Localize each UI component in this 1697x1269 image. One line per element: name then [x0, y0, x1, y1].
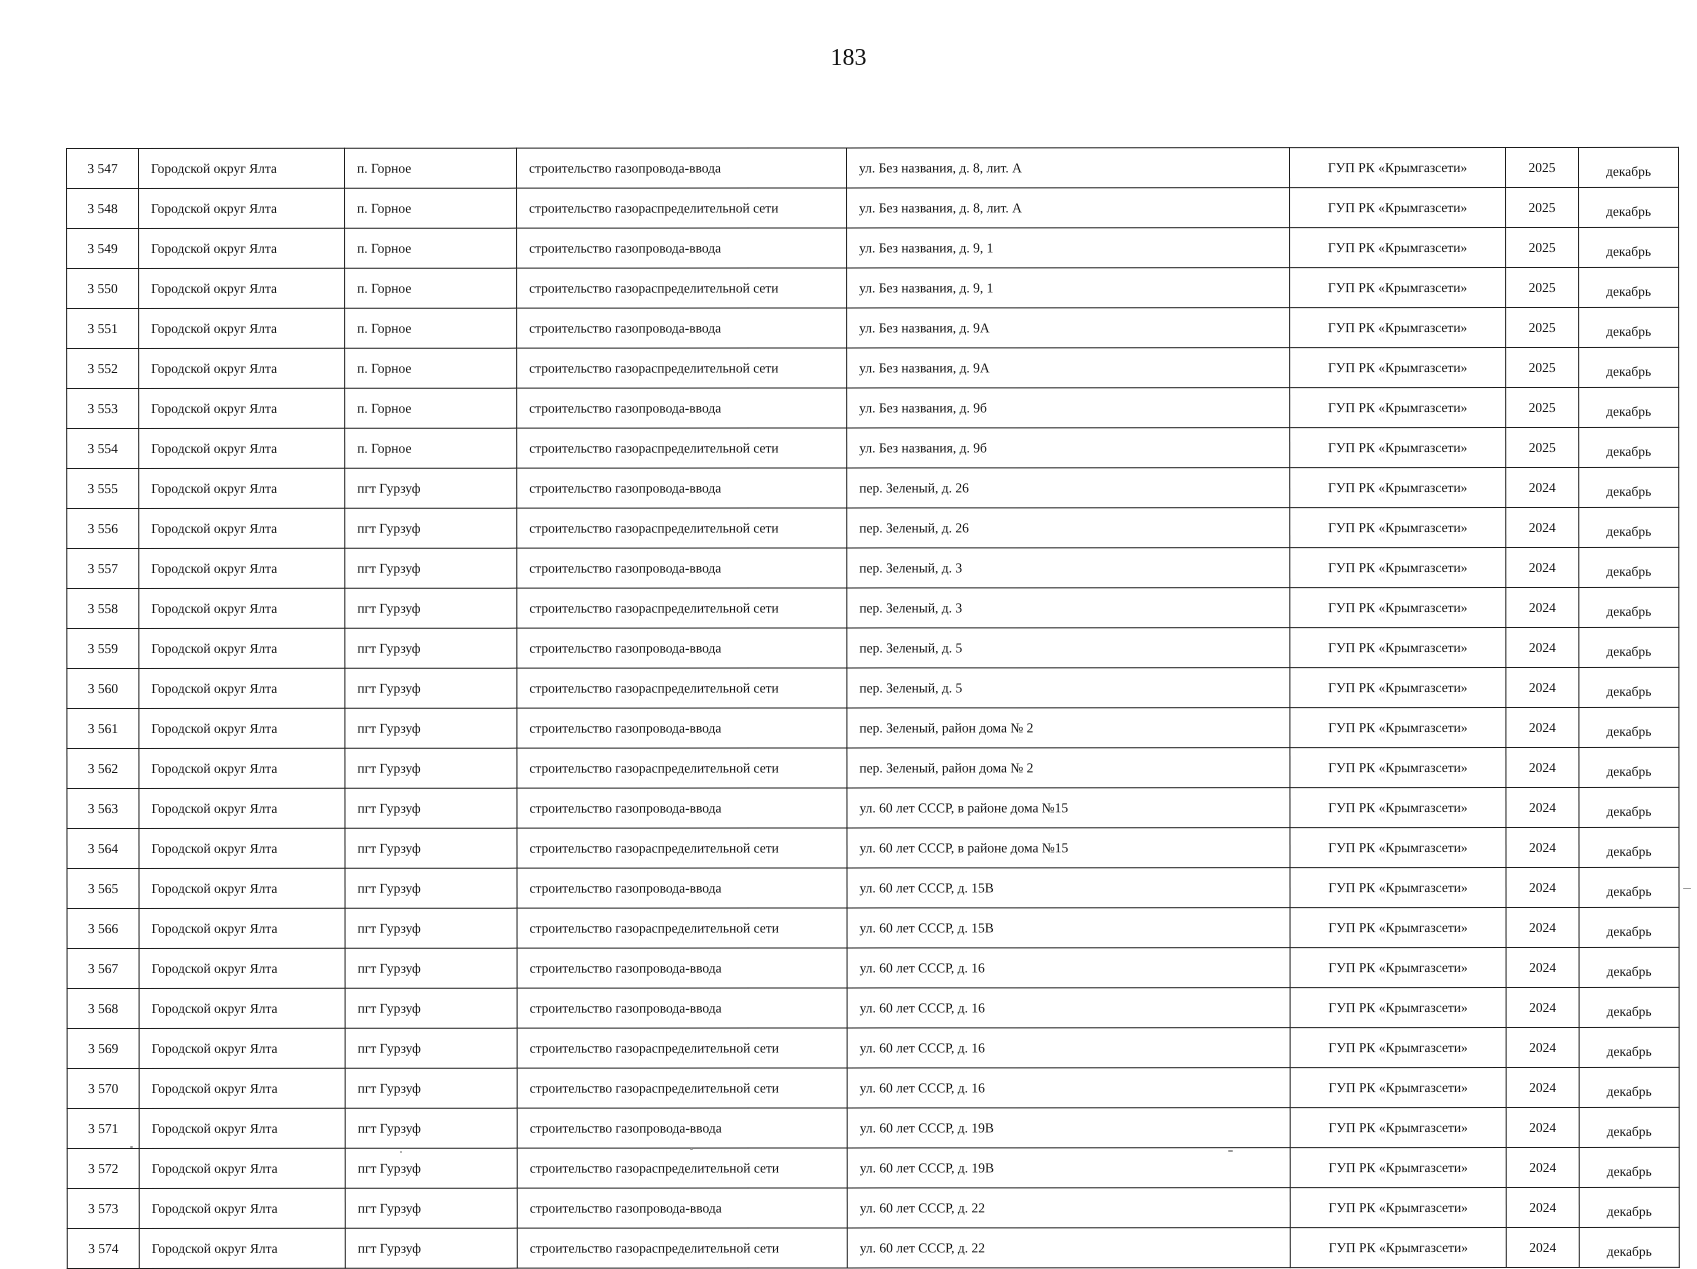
- address-cell: пер. Зеленый, д. 5: [847, 668, 1290, 708]
- organization-cell: ГУП РК «Крымгазсети»: [1290, 867, 1506, 907]
- row-number-cell: 3 559: [67, 628, 139, 668]
- year-cell: 2024: [1506, 947, 1579, 987]
- organization-cell: ГУП РК «Крымгазсети»: [1290, 667, 1506, 707]
- district-cell: Городской округ Ялта: [139, 1148, 345, 1188]
- settlement-cell: п. Горное: [345, 308, 517, 348]
- row-number-cell: 3 570: [67, 1068, 139, 1108]
- row-number-cell: 3 553: [67, 388, 139, 428]
- scan-speck: [1683, 888, 1691, 889]
- address-cell: пер. Зеленый, д. 26: [847, 508, 1290, 548]
- table-row: [67, 907, 1679, 948]
- address-cell: ул. 60 лет СССР, в районе дома №15: [847, 828, 1290, 868]
- work-type-cell: строительство газораспределительной сети: [517, 268, 847, 308]
- row-number-cell: 3 556: [67, 508, 139, 548]
- work-type-cell: строительство газораспределительной сети: [517, 188, 847, 228]
- table-row: [67, 827, 1679, 868]
- settlement-cell: пгт Гурзуф: [345, 588, 517, 628]
- row-number-cell: 3 566: [67, 908, 139, 948]
- settlement-cell: пгт Гурзуф: [345, 708, 517, 748]
- district-cell: Городской округ Ялта: [139, 468, 345, 508]
- address-cell: ул. 60 лет СССР, д. 22: [847, 1228, 1290, 1268]
- month-cell: декабрь: [1579, 1027, 1679, 1067]
- organization-cell: ГУП РК «Крымгазсети»: [1290, 1147, 1506, 1187]
- year-cell: 2024: [1506, 1067, 1579, 1107]
- row-number-cell: 3 565: [67, 868, 139, 908]
- organization-cell: ГУП РК «Крымгазсети»: [1290, 227, 1506, 267]
- year-cell: 2024: [1506, 507, 1579, 547]
- year-cell: 2025: [1506, 307, 1579, 347]
- settlement-cell: п. Горное: [345, 188, 517, 228]
- table-row: [67, 427, 1679, 468]
- settlement-cell: пгт Гурзуф: [345, 988, 517, 1028]
- row-number-cell: 3 554: [67, 428, 139, 468]
- settlement-cell: пгт Гурзуф: [345, 468, 517, 508]
- scan-speck: [690, 1148, 693, 1150]
- month-cell: декабрь: [1579, 187, 1679, 227]
- settlement-cell: пгт Гурзуф: [345, 1108, 517, 1148]
- work-type-cell: строительство газораспределительной сети: [517, 828, 847, 868]
- district-cell: Городской округ Ялта: [139, 1028, 345, 1068]
- settlement-cell: пгт Гурзуф: [345, 1068, 517, 1108]
- address-cell: ул. 60 лет СССР, д. 16: [847, 1068, 1290, 1108]
- row-number-cell: 3 551: [67, 308, 139, 348]
- organization-cell: ГУП РК «Крымгазсети»: [1290, 147, 1506, 187]
- address-cell: ул. Без названия, д. 9, 1: [847, 268, 1290, 308]
- work-type-cell: строительство газораспределительной сети: [517, 588, 847, 628]
- month-cell: декабрь: [1579, 587, 1679, 627]
- settlement-cell: п. Горное: [345, 348, 517, 388]
- year-cell: 2025: [1506, 387, 1579, 427]
- row-number-cell: 3 571: [67, 1108, 139, 1148]
- year-cell: 2024: [1506, 547, 1579, 587]
- table-row: [67, 1147, 1679, 1188]
- month-cell: декабрь: [1579, 867, 1679, 907]
- year-cell: 2025: [1506, 267, 1579, 307]
- year-cell: 2025: [1506, 347, 1579, 387]
- address-cell: ул. Без названия, д. 9б: [847, 428, 1290, 468]
- month-cell: декабрь: [1579, 827, 1679, 867]
- district-cell: Городской округ Ялта: [139, 548, 345, 588]
- year-cell: 2024: [1506, 867, 1579, 907]
- table-row: [67, 707, 1679, 748]
- address-cell: пер. Зеленый, район дома № 2: [847, 748, 1290, 788]
- table-row: [67, 987, 1679, 1028]
- district-cell: Городской округ Ялта: [139, 908, 345, 948]
- month-cell: декабрь: [1579, 547, 1679, 587]
- organization-cell: ГУП РК «Крымгазсети»: [1290, 1027, 1506, 1067]
- table-row: [67, 1027, 1679, 1068]
- row-number-cell: 3 555: [67, 468, 139, 508]
- settlement-cell: пгт Гурзуф: [345, 948, 517, 988]
- row-number-cell: 3 573: [67, 1188, 139, 1228]
- work-type-cell: строительство газораспределительной сети: [517, 908, 847, 948]
- month-cell: декабрь: [1579, 1187, 1679, 1227]
- year-cell: 2024: [1506, 1187, 1579, 1227]
- work-type-cell: строительство газораспределительной сети: [517, 748, 847, 788]
- organization-cell: ГУП РК «Крымгазсети»: [1290, 907, 1506, 947]
- district-cell: Городской округ Ялта: [139, 268, 345, 308]
- year-cell: 2025: [1506, 187, 1579, 227]
- month-cell: декабрь: [1579, 747, 1679, 787]
- organization-cell: ГУП РК «Крымгазсети»: [1290, 427, 1506, 467]
- address-cell: ул. Без названия, д. 8, лит. А: [847, 148, 1290, 188]
- table-row: [67, 1227, 1679, 1268]
- scan-speck: [400, 1151, 402, 1153]
- organization-cell: ГУП РК «Крымгазсети»: [1290, 187, 1506, 227]
- district-cell: Городской округ Ялта: [139, 508, 345, 548]
- address-cell: ул. 60 лет СССР, д. 15В: [847, 908, 1290, 948]
- work-type-cell: строительство газопровода-ввода: [517, 628, 847, 668]
- organization-cell: ГУП РК «Крымгазсети»: [1290, 307, 1506, 347]
- settlement-cell: п. Горное: [345, 268, 517, 308]
- page-number: 183: [830, 45, 867, 71]
- row-number-cell: 3 549: [67, 228, 139, 268]
- year-cell: 2025: [1506, 227, 1579, 267]
- organization-cell: ГУП РК «Крымгазсети»: [1290, 467, 1506, 507]
- table-body: [67, 147, 1680, 1268]
- month-cell: декабрь: [1579, 907, 1679, 947]
- year-cell: 2024: [1506, 1107, 1579, 1147]
- district-cell: Городской округ Ялта: [139, 188, 345, 228]
- month-cell: декабрь: [1579, 427, 1679, 467]
- table-row: [67, 227, 1679, 268]
- table-row: [67, 267, 1679, 308]
- year-cell: 2024: [1506, 1027, 1579, 1067]
- settlement-cell: п. Горное: [345, 148, 517, 188]
- address-cell: ул. 60 лет СССР, д. 15В: [847, 868, 1290, 908]
- month-cell: декабрь: [1579, 787, 1679, 827]
- settlement-cell: пгт Гурзуф: [345, 1228, 517, 1268]
- settlement-cell: пгт Гурзуф: [345, 508, 517, 548]
- month-cell: декабрь: [1579, 987, 1679, 1027]
- month-cell: декабрь: [1579, 147, 1679, 187]
- work-type-cell: строительство газопровода-ввода: [517, 308, 847, 348]
- work-type-cell: строительство газопровода-ввода: [517, 468, 847, 508]
- address-cell: ул. Без названия, д. 9, 1: [847, 228, 1290, 268]
- month-cell: декабрь: [1579, 947, 1679, 987]
- month-cell: декабрь: [1579, 227, 1679, 267]
- table-row: [67, 947, 1679, 988]
- table-row: [67, 787, 1679, 828]
- organization-cell: ГУП РК «Крымгазсети»: [1290, 947, 1506, 987]
- address-cell: ул. 60 лет СССР, д. 19В: [847, 1148, 1290, 1188]
- table-row: [67, 547, 1679, 588]
- month-cell: декабрь: [1579, 667, 1679, 707]
- month-cell: декабрь: [1579, 387, 1679, 427]
- table-row: [67, 307, 1679, 348]
- district-cell: Городской округ Ялта: [139, 988, 345, 1028]
- table-row: [67, 587, 1679, 628]
- settlement-cell: пгт Гурзуф: [345, 828, 517, 868]
- organization-cell: ГУП РК «Крымгазсети»: [1290, 1107, 1506, 1147]
- work-type-cell: строительство газопровода-ввода: [517, 868, 847, 908]
- address-cell: пер. Зеленый, д. 3: [847, 548, 1290, 588]
- address-cell: ул. Без названия, д. 9б: [847, 388, 1290, 428]
- district-cell: Городской округ Ялта: [139, 948, 345, 988]
- organization-cell: ГУП РК «Крымгазсети»: [1290, 747, 1506, 787]
- year-cell: 2024: [1506, 587, 1579, 627]
- row-number-cell: 3 557: [67, 548, 139, 588]
- organization-cell: ГУП РК «Крымгазсети»: [1290, 387, 1506, 427]
- address-cell: ул. Без названия, д. 9А: [847, 308, 1290, 348]
- work-type-cell: строительство газопровода-ввода: [517, 148, 847, 188]
- row-number-cell: 3 568: [67, 988, 139, 1028]
- organization-cell: ГУП РК «Крымгазсети»: [1290, 267, 1506, 307]
- row-number-cell: 3 560: [67, 668, 139, 708]
- settlement-cell: п. Горное: [345, 228, 517, 268]
- year-cell: 2024: [1506, 907, 1579, 947]
- work-type-cell: строительство газораспределительной сети: [517, 428, 847, 468]
- organization-cell: ГУП РК «Крымгазсети»: [1290, 827, 1506, 867]
- district-cell: Городской округ Ялта: [139, 1188, 345, 1228]
- address-cell: ул. 60 лет СССР, д. 16: [847, 1028, 1290, 1068]
- work-type-cell: строительство газораспределительной сети: [517, 1028, 847, 1068]
- year-cell: 2024: [1506, 627, 1579, 667]
- address-cell: пер. Зеленый, д. 5: [847, 628, 1290, 668]
- organization-cell: ГУП РК «Крымгазсети»: [1290, 787, 1506, 827]
- row-number-cell: 3 561: [67, 708, 139, 748]
- gas-works-table: [66, 147, 1680, 1269]
- year-cell: 2024: [1506, 1147, 1579, 1187]
- district-cell: Городской округ Ялта: [139, 828, 345, 868]
- work-type-cell: строительство газопровода-ввода: [517, 708, 847, 748]
- row-number-cell: 3 550: [67, 268, 139, 308]
- year-cell: 2024: [1506, 987, 1579, 1027]
- address-cell: пер. Зеленый, д. 26: [847, 468, 1290, 508]
- year-cell: 2025: [1506, 427, 1579, 467]
- district-cell: Городской округ Ялта: [139, 868, 345, 908]
- address-cell: ул. 60 лет СССР, д. 22: [847, 1188, 1290, 1228]
- settlement-cell: пгт Гурзуф: [345, 1188, 517, 1228]
- row-number-cell: 3 569: [67, 1028, 139, 1068]
- work-type-cell: строительство газопровода-ввода: [517, 228, 847, 268]
- table-row: [67, 387, 1679, 428]
- address-cell: пер. Зеленый, д. 3: [847, 588, 1290, 628]
- organization-cell: ГУП РК «Крымгазсети»: [1290, 507, 1506, 547]
- district-cell: Городской округ Ялта: [139, 628, 345, 668]
- row-number-cell: 3 552: [67, 348, 139, 388]
- work-type-cell: строительство газораспределительной сети: [517, 1068, 847, 1108]
- work-type-cell: строительство газопровода-ввода: [517, 388, 847, 428]
- row-number-cell: 3 548: [67, 188, 139, 228]
- work-type-cell: строительство газораспределительной сети: [517, 508, 847, 548]
- district-cell: Городской округ Ялта: [139, 748, 345, 788]
- year-cell: 2024: [1506, 827, 1579, 867]
- work-type-cell: строительство газопровода-ввода: [517, 948, 847, 988]
- settlement-cell: пгт Гурзуф: [345, 1148, 517, 1188]
- district-cell: Городской округ Ялта: [139, 148, 345, 188]
- district-cell: Городской округ Ялта: [139, 1108, 345, 1148]
- row-number-cell: 3 564: [67, 828, 139, 868]
- month-cell: декабрь: [1579, 347, 1679, 387]
- month-cell: декабрь: [1579, 707, 1679, 747]
- district-cell: Городской округ Ялта: [139, 1228, 345, 1268]
- table-row: [67, 347, 1679, 388]
- district-cell: Городской округ Ялта: [139, 308, 345, 348]
- month-cell: декабрь: [1579, 1227, 1679, 1267]
- month-cell: декабрь: [1579, 467, 1679, 507]
- table-row: [67, 627, 1679, 668]
- month-cell: декабрь: [1579, 307, 1679, 347]
- year-cell: 2024: [1506, 747, 1579, 787]
- address-cell: ул. 60 лет СССР, д. 16: [847, 988, 1290, 1028]
- organization-cell: ГУП РК «Крымгазсети»: [1290, 627, 1506, 667]
- row-number-cell: 3 574: [67, 1228, 139, 1268]
- work-type-cell: строительство газораспределительной сети: [517, 348, 847, 388]
- month-cell: декабрь: [1579, 1107, 1679, 1147]
- work-type-cell: строительство газопровода-ввода: [517, 548, 847, 588]
- address-cell: пер. Зеленый, район дома № 2: [847, 708, 1290, 748]
- year-cell: 2024: [1506, 707, 1579, 747]
- table-row: [67, 1067, 1679, 1108]
- row-number-cell: 3 563: [67, 788, 139, 828]
- settlement-cell: пгт Гурзуф: [345, 628, 517, 668]
- district-cell: Городской округ Ялта: [139, 348, 345, 388]
- year-cell: 2024: [1506, 1227, 1579, 1267]
- organization-cell: ГУП РК «Крымгазсети»: [1290, 987, 1506, 1027]
- district-cell: Городской округ Ялта: [139, 668, 345, 708]
- work-type-cell: строительство газопровода-ввода: [517, 1108, 847, 1148]
- work-type-cell: строительство газопровода-ввода: [517, 788, 847, 828]
- address-cell: ул. 60 лет СССР, д. 19В: [847, 1108, 1290, 1148]
- table-row: [67, 467, 1679, 508]
- address-cell: ул. 60 лет СССР, в районе дома №15: [847, 788, 1290, 828]
- work-type-cell: строительство газораспределительной сети: [517, 1228, 847, 1268]
- row-number-cell: 3 572: [67, 1148, 139, 1188]
- settlement-cell: пгт Гурзуф: [345, 748, 517, 788]
- year-cell: 2024: [1506, 667, 1579, 707]
- settlement-cell: пгт Гурзуф: [345, 788, 517, 828]
- table-row: [67, 867, 1679, 908]
- work-type-cell: строительство газопровода-ввода: [517, 988, 847, 1028]
- district-cell: Городской округ Ялта: [139, 788, 345, 828]
- table-row: [67, 1107, 1679, 1148]
- table-row: [67, 747, 1679, 788]
- district-cell: Городской округ Ялта: [139, 228, 345, 268]
- year-cell: 2024: [1506, 467, 1579, 507]
- address-cell: ул. Без названия, д. 9А: [847, 348, 1290, 388]
- table-row: [67, 147, 1679, 188]
- table-row: [67, 1187, 1679, 1228]
- address-cell: ул. 60 лет СССР, д. 16: [847, 948, 1290, 988]
- work-type-cell: строительство газопровода-ввода: [517, 1188, 847, 1228]
- settlement-cell: пгт Гурзуф: [345, 1028, 517, 1068]
- row-number-cell: 3 547: [67, 148, 139, 188]
- table-row: [67, 187, 1679, 228]
- settlement-cell: пгт Гурзуф: [345, 548, 517, 588]
- settlement-cell: пгт Гурзуф: [345, 668, 517, 708]
- organization-cell: ГУП РК «Крымгазсети»: [1290, 1227, 1506, 1267]
- district-cell: Городской округ Ялта: [139, 388, 345, 428]
- address-cell: ул. Без названия, д. 8, лит. А: [847, 188, 1290, 228]
- organization-cell: ГУП РК «Крымгазсети»: [1290, 347, 1506, 387]
- scan-speck: [130, 1146, 133, 1148]
- organization-cell: ГУП РК «Крымгазсети»: [1290, 1187, 1506, 1227]
- scan-speck: [1228, 1150, 1233, 1152]
- settlement-cell: п. Горное: [345, 428, 517, 468]
- row-number-cell: 3 558: [67, 588, 139, 628]
- year-cell: 2024: [1506, 787, 1579, 827]
- settlement-cell: пгт Гурзуф: [345, 908, 517, 948]
- table-row: [67, 667, 1679, 708]
- month-cell: декабрь: [1579, 627, 1679, 667]
- row-number-cell: 3 567: [67, 948, 139, 988]
- month-cell: декабрь: [1579, 267, 1679, 307]
- organization-cell: ГУП РК «Крымгазсети»: [1290, 707, 1506, 747]
- table-row: [67, 507, 1679, 548]
- month-cell: декабрь: [1579, 1147, 1679, 1187]
- district-cell: Городской округ Ялта: [139, 1068, 345, 1108]
- row-number-cell: 3 562: [67, 748, 139, 788]
- organization-cell: ГУП РК «Крымгазсети»: [1290, 1067, 1506, 1107]
- organization-cell: ГУП РК «Крымгазсети»: [1290, 547, 1506, 587]
- work-type-cell: строительство газораспределительной сети: [517, 668, 847, 708]
- organization-cell: ГУП РК «Крымгазсети»: [1290, 587, 1506, 627]
- district-cell: Городской округ Ялта: [139, 588, 345, 628]
- month-cell: декабрь: [1579, 1067, 1679, 1107]
- month-cell: декабрь: [1579, 507, 1679, 547]
- year-cell: 2025: [1506, 147, 1579, 187]
- district-cell: Городской округ Ялта: [139, 428, 345, 468]
- district-cell: Городской округ Ялта: [139, 708, 345, 748]
- settlement-cell: п. Горное: [345, 388, 517, 428]
- work-type-cell: строительство газораспределительной сети: [517, 1148, 847, 1188]
- settlement-cell: пгт Гурзуф: [345, 868, 517, 908]
